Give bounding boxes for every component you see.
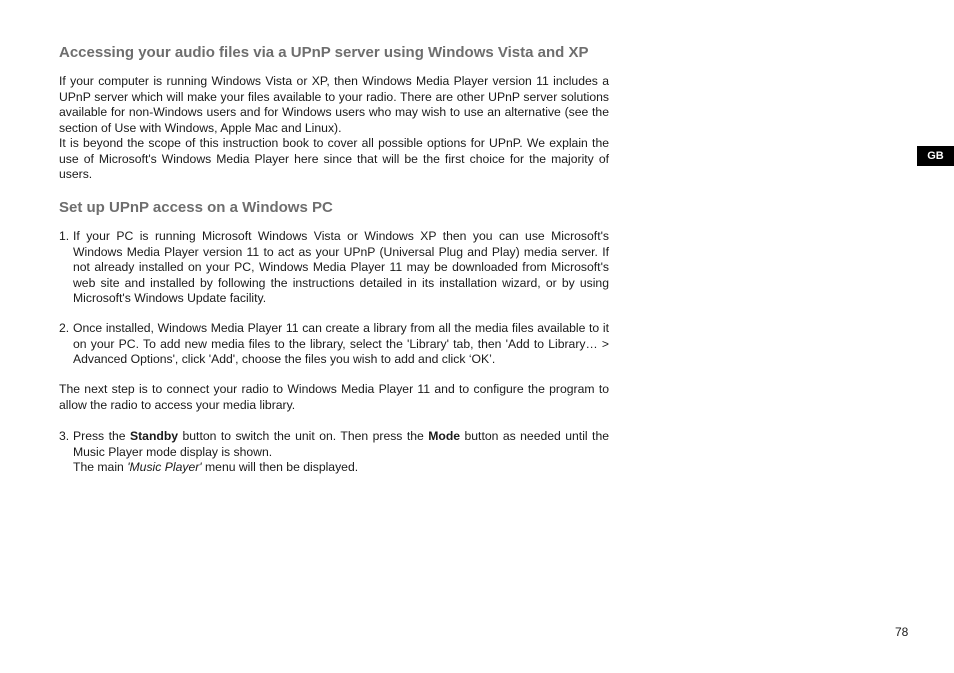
intro-paragraph-part1: If your computer is running Windows Vista or XP, then Windows Media Player version 11 includes a UPnP server which will make your files available to your radio. There are other UPnP server solutions available for non-Windows users and for Windows users who may wish to use an alternative (see the section of Use with Windows, Apple Mac and Linux). (59, 74, 609, 135)
list-item (59, 321, 609, 368)
step3-line2-end: menu will then be displayed. (201, 460, 359, 474)
intro-paragraph (59, 74, 609, 183)
page-number: 78 (895, 625, 909, 639)
section-heading: Accessing your audio files via a UPnP server using Windows Vista and XP (59, 44, 589, 61)
next-step-paragraph: The next step is to connect your radio to Windows Media Player 11 and to configure the program to allow the radio to access your media library. (59, 382, 609, 412)
list-item (59, 229, 609, 307)
step3-text-start: Press the (73, 429, 130, 443)
language-tab-gb: GB (917, 146, 954, 166)
list-item-text: If your PC is running Microsoft Windows Vista or Windows XP then you can use Microsoft's Windows Media Player version 11 to act as your UPnP (Universal Plug and Play) media server. If not already installed on your PC, Windows Media Player 11 may be downloaded from Microsoft's web site and installed by following the instructions detailed in its installation wizard, or by using Microsoft's Windows Update facility. (73, 229, 609, 305)
step3-text-end: button as needed until the Music Player mode display is shown. (73, 429, 609, 459)
list-item-number: 3. (59, 429, 70, 443)
list-item-text (59, 429, 609, 476)
step3-line2-start: The main (73, 460, 128, 474)
standby-keyword: Standby (129, 429, 179, 443)
mode-keyword: Mode (428, 429, 461, 443)
list-item-number: 2. (59, 321, 70, 335)
step3-text-middle: button to switch the unit on. Then press the (178, 429, 429, 443)
list-item-number: 1. (59, 229, 70, 243)
intro-paragraph-part2: It is beyond the scope of this instruction book to cover all possible options for UPnP. We explain the use of Microsoft's Windows Media Player here since that will be the first choice for the majority of users. (59, 136, 609, 181)
subheading: Set up UPnP access on a Windows PC (59, 199, 333, 216)
music-player-menu-name: 'Music Player' (127, 460, 202, 474)
list-item (59, 429, 609, 476)
list-item-text: Once installed, Windows Media Player 11 can create a library from all the media files available to it on your PC. To add new media files to the library, select the 'Library' tab, then 'Add to Library… > Advanced Options', click 'Add', choose the files you wish to add and click ‘OK’. (73, 321, 609, 366)
